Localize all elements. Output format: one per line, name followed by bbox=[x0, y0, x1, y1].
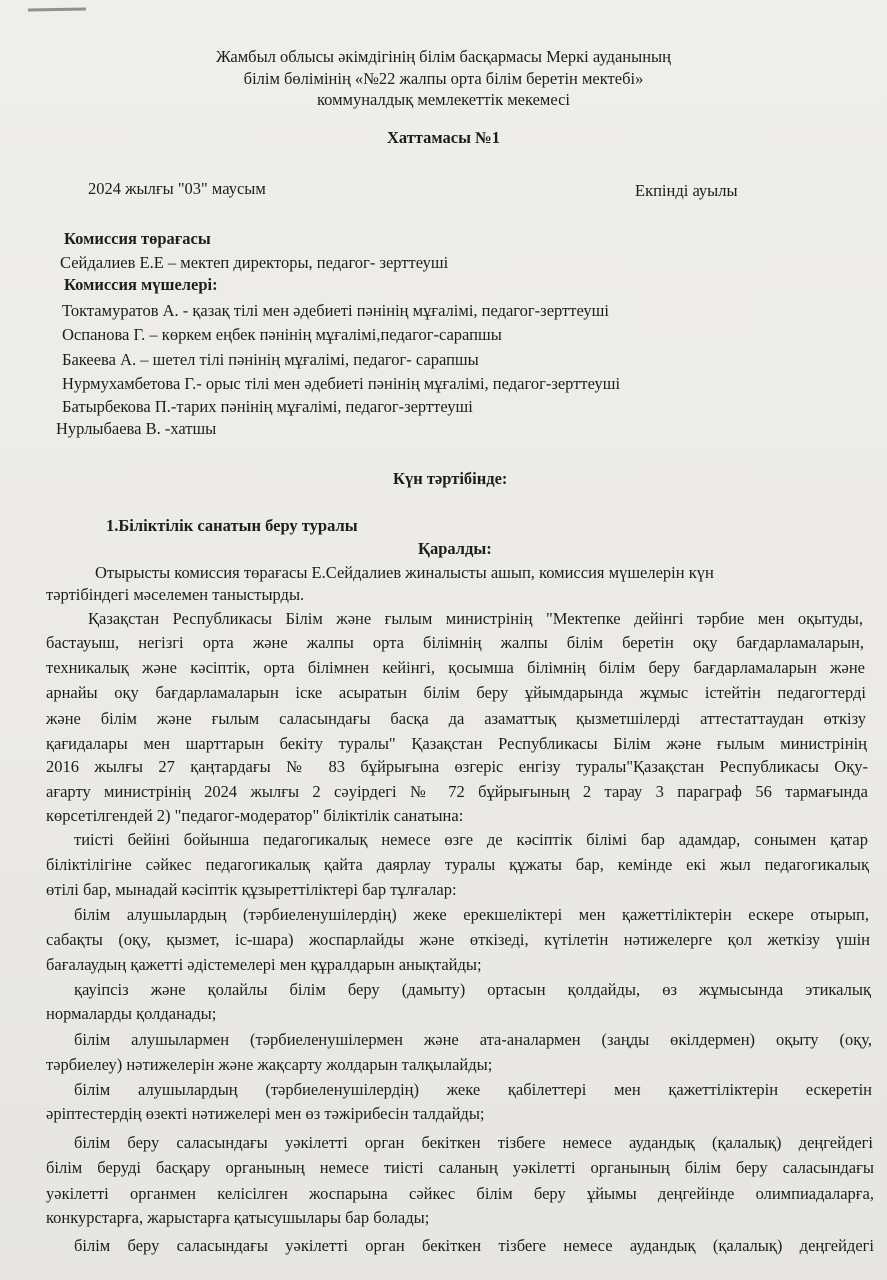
body-line: бағалаудың қажетті әдістемелері мен құралдарын анықтайды; bbox=[46, 955, 482, 974]
body-line: қағидалары мен шарттарын бекіту туралы" Қазақстан Республикасы Білім және ғылым министрінің bbox=[46, 734, 867, 753]
body-line: нормаларды қолданады; bbox=[46, 1004, 217, 1023]
document-title: Хаттамасы №1 bbox=[387, 128, 500, 147]
body-line: ағарту министрінің 2024 жылғы 2 сәуірдегі № 72 бұйрығының 2 тарау 3 параграф 56 тармағында bbox=[46, 782, 868, 801]
considered-heading: Қаралды: bbox=[418, 539, 492, 558]
body-line: әріптестердің өзекті нәтижелері мен өз тәжірибесін талдайды; bbox=[46, 1104, 485, 1123]
member-line: Нурмухамбетова Г.- орыс тілі мен әдебиеті пәнінің мұғалімі, педагог-зерттеуші bbox=[62, 374, 621, 393]
body-line: білім беру саласындағы уәкілетті орган бекіткен тізбеге немесе аудандық (қалалық) деңгейдегі bbox=[74, 1236, 874, 1255]
body-line: 2016 жылғы 27 қаңтардағы № 83 бұйрығына өзгеріс енгізу туралы"Қазақстан Республикасы Оқу- bbox=[46, 757, 868, 776]
member-line: Бакеева А. – шетел тілі пәнінің мұғалімі, педагог- сарапшы bbox=[62, 350, 479, 369]
body-line: Қазақстан Республикасы Білім және ғылым министрінің "Мектепке дейінгі тәрбие мен оқытуды, bbox=[88, 609, 863, 628]
body-line: біліктілігіне сәйкес педагогикалық қайта даярлау туралы құжаты бар, кемінде екі жыл педагогикалық bbox=[46, 855, 869, 874]
body-line: техникалық және кәсіптік, орта білімнен кейінгі, қосымша білімнің білім беру бағдарламаларын және bbox=[46, 658, 865, 677]
body-line: өтілі бар, мынадай кәсіптік құзыреттіліктері бар тұлғалар: bbox=[46, 880, 457, 899]
header-line-1: Жамбыл облысы әкімдігінің білім басқармасы Меркі ауданының bbox=[216, 47, 671, 66]
body-line: бастауыш, негізгі орта және жалпы орта білімнің жалпы білім беретін оқу бағдарламаларын, bbox=[46, 633, 864, 652]
body-line: көрсетілгендей 2) "педагог-модератор" біліктілік санатына: bbox=[46, 806, 464, 825]
body-line: білім беруді басқару органының немесе тиісті саланың уәкілетті органының білім беру саласындағы bbox=[46, 1158, 874, 1177]
agenda-item: 1.Біліктілік санатын беру туралы bbox=[106, 516, 358, 535]
chair-name: Сейдалиев Е.Е – мектеп директоры, педагог- зерттеуші bbox=[60, 253, 449, 272]
header-line-2: білім бөлімінің «№22 жалпы орта білім беретін мектебі» bbox=[243, 69, 644, 88]
member-line: Нурлыбаева В. -хатшы bbox=[56, 419, 217, 438]
body-line: тәрбиелеу) нәтижелерін және жақсарту жолдарын талқылайды; bbox=[46, 1055, 493, 1074]
body-line: Отырысты комиссия төрағасы Е.Сейдалиев жиналысты ашып, комиссия мүшелерін күн bbox=[95, 563, 714, 582]
body-line: білім беру саласындағы уәкілетті орган бекіткен тізбеге немесе аудандық (қалалық) деңгейдегі bbox=[74, 1133, 873, 1152]
body-line: арнайы оқу бағдарламаларын іске асыратын білім беру ұйымдарында жұмыс істейтін педагогтерді bbox=[46, 683, 866, 702]
chair-heading: Комиссия төрағасы bbox=[64, 229, 211, 248]
member-line: Оспанова Г. – көркем еңбек пәнінің мұғалімі,педагог-сарапшы bbox=[62, 325, 502, 344]
header-line-3: коммуналдық мемлекеттік мекемесі bbox=[316, 90, 571, 109]
body-line: білім алушылардың (тәрбиеленушілердің) жеке ерекшеліктері мен қажеттіліктерін ескере отырып, bbox=[74, 905, 869, 924]
body-line: тәртібіндегі мәселемен таныстырды. bbox=[46, 585, 305, 604]
document-date: 2024 жылғы "03" маусым bbox=[88, 179, 266, 198]
body-line: конкурстарға, жарыстарға қатысушылары бар болады; bbox=[46, 1208, 430, 1227]
body-line: және білім және ғылым саласындағы басқа да азаматтық қызметшілерді аттестаттаудан өткізу bbox=[46, 709, 866, 728]
document-place: Екпінді ауылы bbox=[635, 181, 738, 200]
body-line: сабақты (оқу, қызмет, іс-шара) жоспарлайды және өткізеді, күтілетін нәтижелерге қол жеткізу үшін bbox=[46, 930, 870, 949]
body-line: қауіпсіз және қолайлы білім беру (дамыту) ортасын қолдайды, өз жұмысында этикалық bbox=[74, 980, 871, 999]
body-line: уәкілетті органмен келісілген жоспарына сәйкес білім беру ұйымы деңгейінде олимпиадаларға, bbox=[46, 1184, 874, 1203]
body-line: білім алушылармен (тәрбиеленушілермен және ата-аналармен (заңды өкілдермен) оқыту (оқу, bbox=[74, 1030, 872, 1049]
member-line: Токтамуратов А. - қазақ тілі мен әдебиеті пәнінің мұғалімі, педагог-зерттеуші bbox=[62, 301, 609, 320]
body-line: білім алушылардың (тәрбиеленушілердің) жеке қабілеттері мен қажеттіліктерін ескеретін bbox=[74, 1080, 872, 1099]
member-line: Батырбекова П.-тарих пәнінің мұғалімі, педагог-зерттеуші bbox=[62, 397, 473, 416]
members-heading: Комиссия мүшелері: bbox=[64, 275, 218, 294]
pen-mark bbox=[28, 7, 86, 11]
body-line: тиісті бейіні бойынша педагогикалық немесе өзге де кәсіптік білімі бар адамдар, сонымен қатар bbox=[74, 830, 868, 849]
agenda-heading: Күн тәртібінде: bbox=[393, 469, 508, 488]
